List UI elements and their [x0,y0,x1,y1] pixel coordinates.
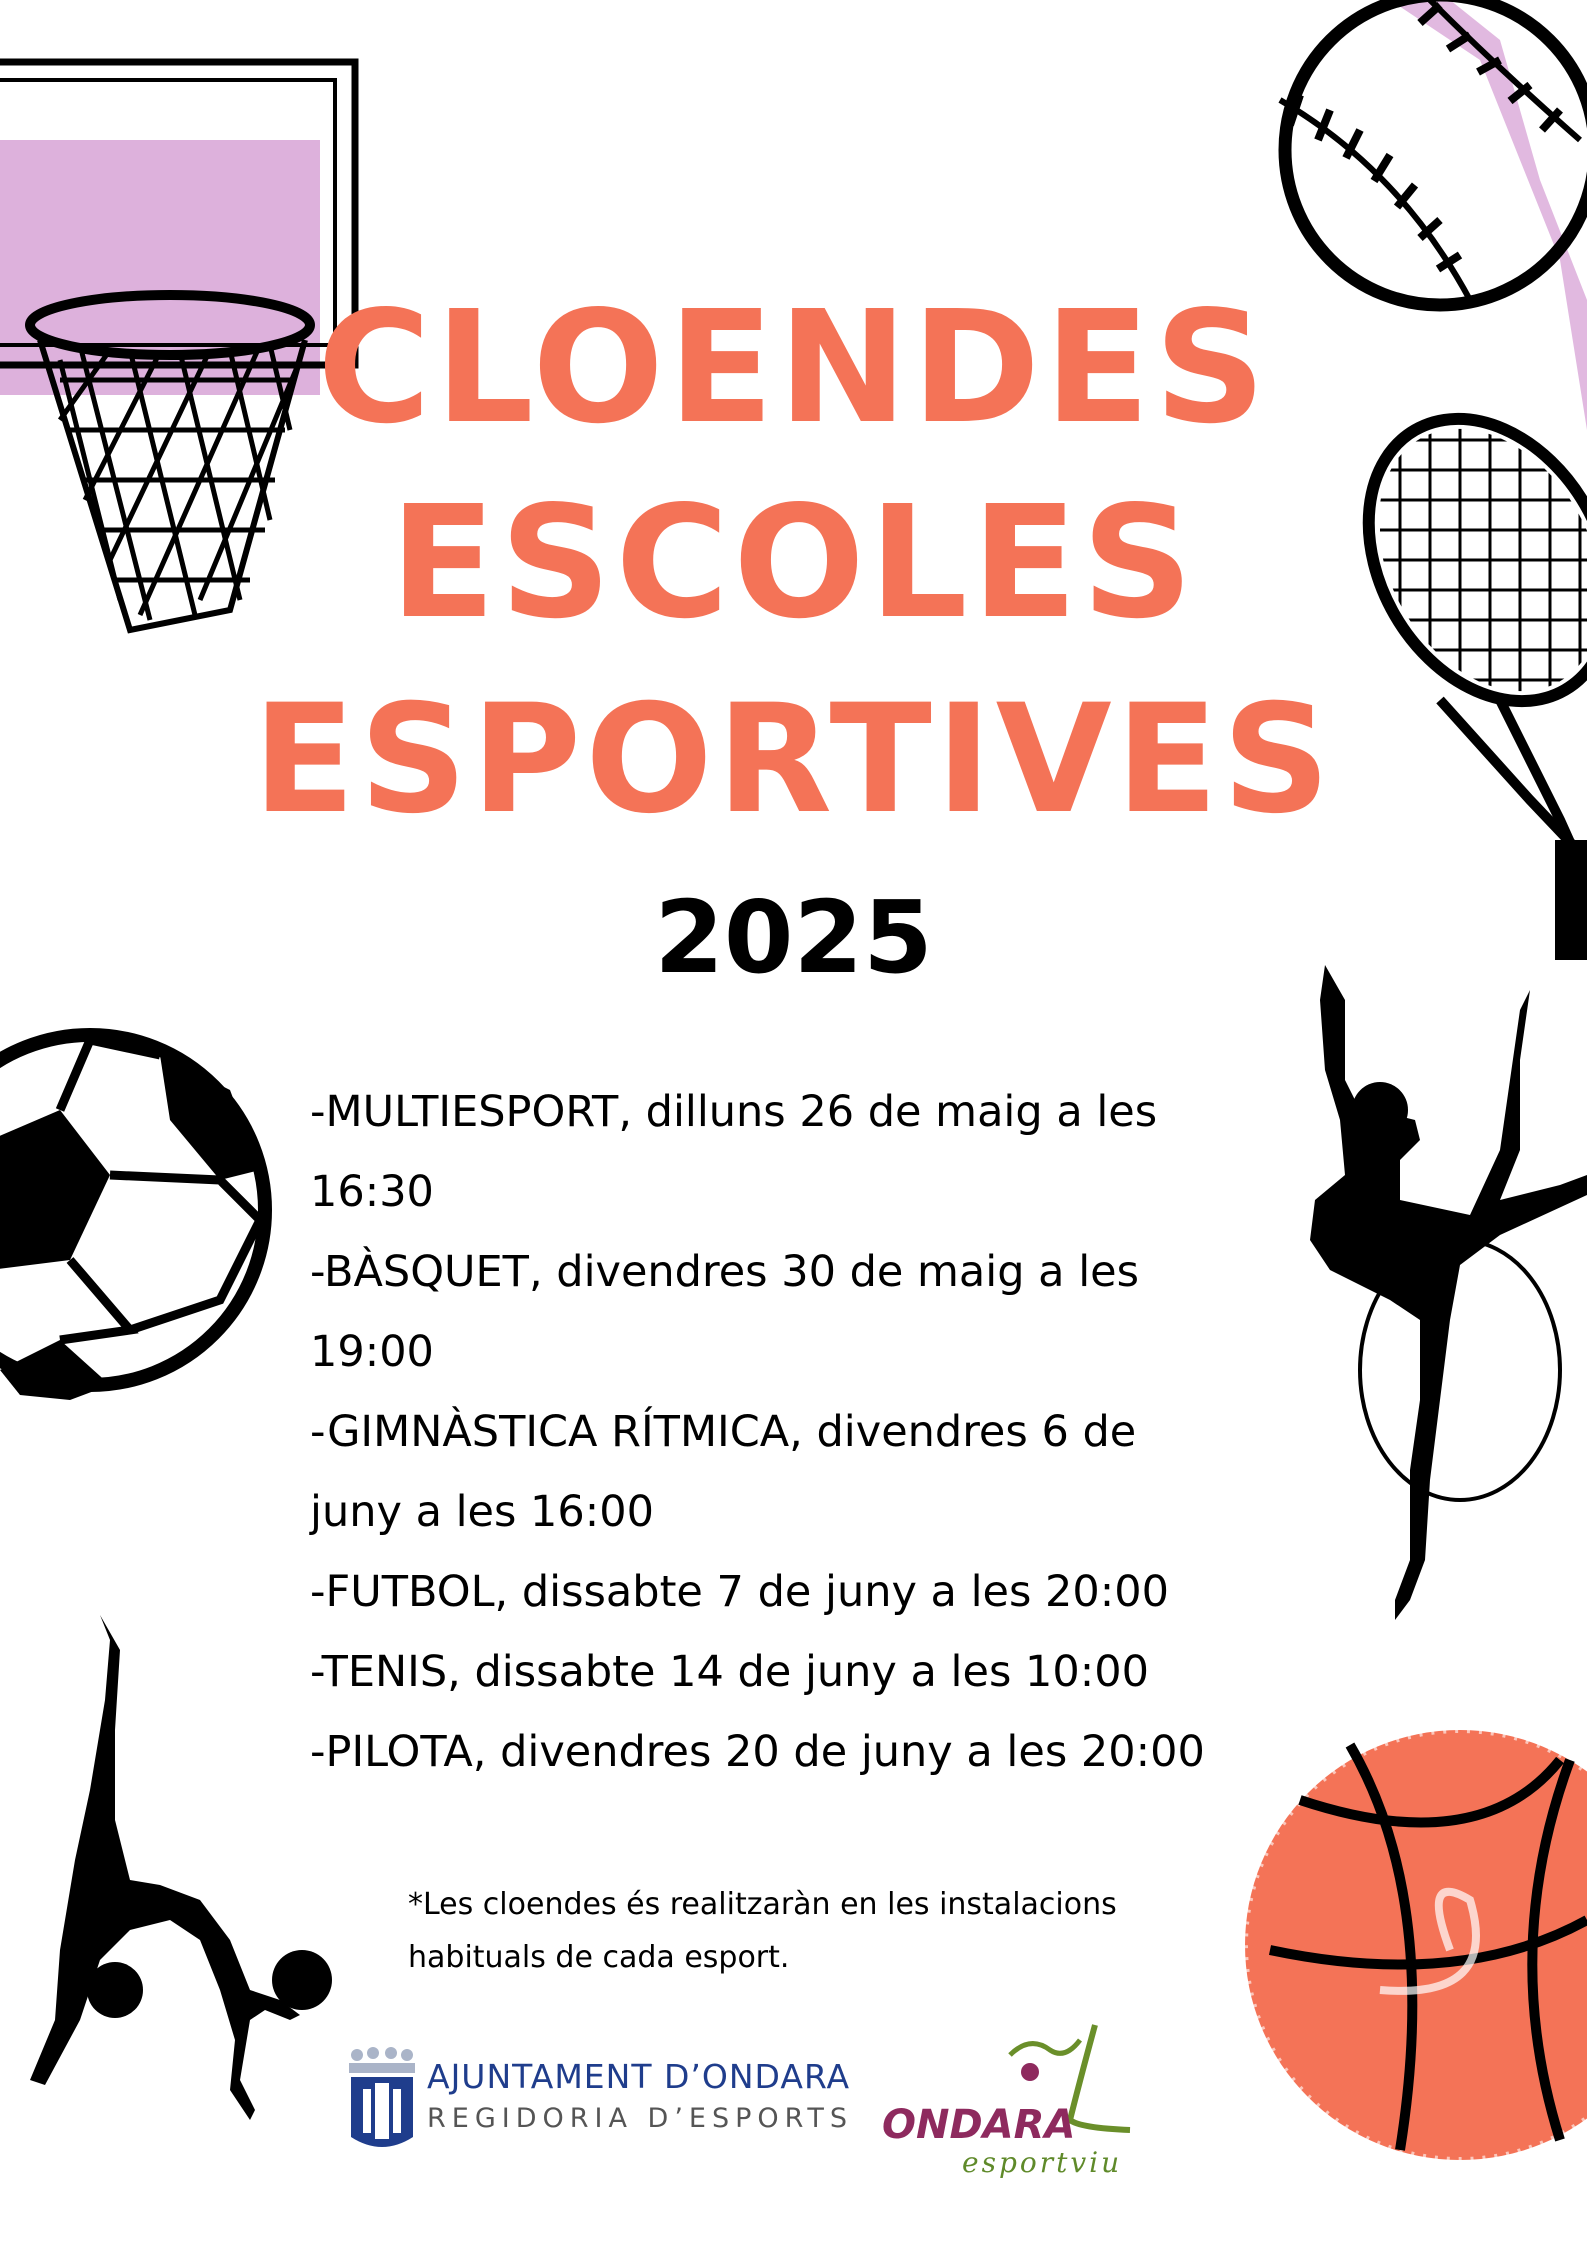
schedule-line: 16:30 [310,1167,434,1217]
ajuntament-name: AJUNTAMENT D’ONDARA [427,2057,851,2096]
gymnast-silhouette-icon [1310,965,1587,1620]
schedule-line: juny a les 16:00 [310,1487,654,1537]
year-label: 2025 [654,879,933,996]
ondara-esportviu-logo [880,2010,1180,2180]
soccer-ball-icon [0,1035,265,1400]
schedule-line: -FUTBOL, dissabte 7 de juny a les 20:00 [310,1567,1169,1617]
schedule-line: -MULTIESPORT, dilluns 26 de maig a les [310,1087,1158,1137]
schedule-line: -GIMNÀSTICA RÍTMICA, divendres 6 de [310,1407,1137,1457]
footnote-line: *Les cloendes és realitzaràn en les instalacions [408,1887,1117,1922]
ondara-tagline: esportviu [962,2146,1123,2179]
schedule-line: -BÀSQUET, divendres 30 de maig a les [310,1247,1140,1297]
schedule-line: 19:00 [310,1327,434,1377]
title-line-1: CLOENDES [317,277,1270,458]
tennis-racket-icon [1320,375,1587,960]
schedule-list [310,1072,1290,1792]
basketball-icon [1245,1730,1587,2160]
schedule-line: -TENIS, dissabte 14 de juny a les 10:00 [310,1647,1149,1697]
schedule-line: -PILOTA, divendres 20 de juny a les 20:00 [310,1727,1205,1777]
title-line-3: ESPORTIVES [252,673,1335,847]
gymnast-silhouette-icon [30,1615,332,2120]
ondara-name: ONDARA [882,2102,1076,2148]
coat-of-arms-icon [345,2045,420,2160]
ajuntament-department: REGIDORIA D’ESPORTS [427,2103,854,2134]
title-line-2: ESCOLES [389,472,1198,653]
ajuntament-logo [345,2045,854,2160]
footnote [408,1878,1208,1984]
footnote-line: habituals de cada esport. [408,1940,790,1975]
